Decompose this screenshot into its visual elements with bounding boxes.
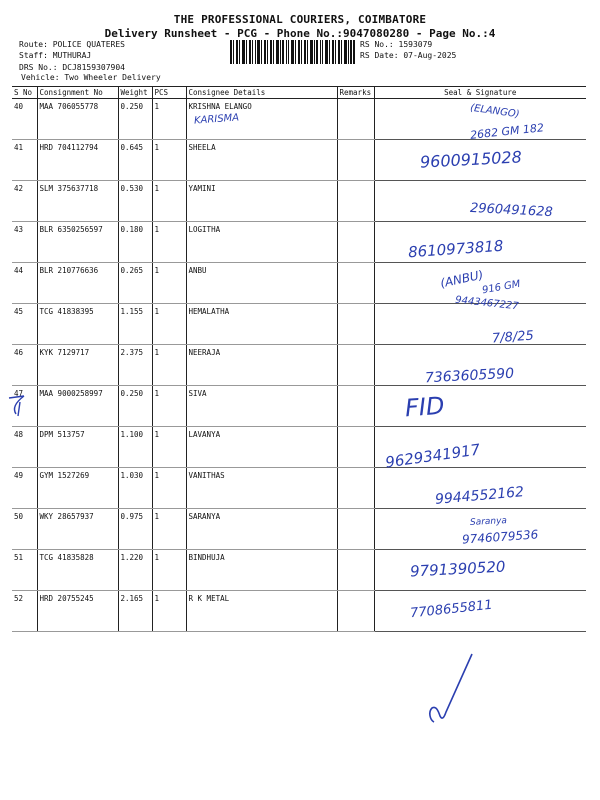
cell-sno: 47 [12,386,37,427]
table-row [12,427,586,468]
table-row [12,386,586,427]
col-header-consignee: Consignee Details [186,87,337,99]
cell-remarks [337,222,374,263]
handwritten-note: 2960491628 [469,200,554,221]
cell-pcs: 1 [152,550,186,591]
cell-weight: 0.975 [118,509,152,550]
cell-weight: 2.375 [118,345,152,386]
cell-remarks [337,263,374,304]
handwritten-note: FID [404,391,446,423]
cell-weight: 0.250 [118,386,152,427]
cell-consignee: LAVANYA [186,427,337,468]
cell-weight: 0.250 [118,99,152,140]
cell-cno: HRD 20755245 [37,591,118,632]
col-header-weight: Weight [118,87,152,99]
cell-weight: 0.530 [118,181,152,222]
handwritten-note: KARISMA [193,112,240,127]
cell-weight: 1.155 [118,304,152,345]
cell-weight: 1.220 [118,550,152,591]
cell-sno: 44 [12,263,37,304]
vehicle-label: Vehicle: Two Wheeler Delivery [21,73,161,82]
cell-sno: 50 [12,509,37,550]
cell-remarks [337,140,374,181]
barcode-image [230,40,355,64]
handwritten-note: 9600915028 [419,147,523,172]
cell-consignee: KRISHNA ELANGO [186,99,337,140]
cell-sno: 48 [12,427,37,468]
cell-signature [374,304,586,345]
cell-pcs: 1 [152,304,186,345]
col-header-pcs: PCS [152,87,186,99]
rs-date: RS Date: 07-Aug-2025 [360,51,457,60]
cell-pcs: 1 [152,591,186,632]
rs-number: RS No.: 1593079 [360,40,433,49]
handwritten-note: 916 GM [481,278,522,297]
table-row [12,591,586,632]
handwritten-note: 2682 GM 182 [469,121,545,142]
cell-cno: GYM 1527269 [37,468,118,509]
cell-weight: 0.265 [118,263,152,304]
cell-pcs: 1 [152,427,186,468]
cell-pcs: 1 [152,345,186,386]
runsheet-subtitle: Delivery Runsheet - PCG - Phone No.:9047080280 - Page No.:4 [104,27,496,40]
handwritten-note: 9791390520 [409,557,506,581]
cell-pcs: 1 [152,468,186,509]
cell-pcs: 1 [152,509,186,550]
cell-weight: 1.100 [118,427,152,468]
cell-pcs: 1 [152,263,186,304]
cell-consignee: BINDHUJA [186,550,337,591]
cell-consignee: ANBU [186,263,337,304]
cell-consignee: NEERAJA [186,345,337,386]
cell-remarks [337,345,374,386]
handwritten-note: Saranya [469,516,508,528]
col-header-remarks: Remarks [337,87,374,99]
col-header-signature: Seal & Signature [374,87,586,99]
cell-remarks [337,468,374,509]
cell-remarks [337,509,374,550]
handwritten-note: (ANBU) [439,267,485,291]
cell-weight: 0.180 [118,222,152,263]
cell-cno: TCG 41835828 [37,550,118,591]
cell-pcs: 1 [152,140,186,181]
handwritten-note: 9746079536 [461,527,539,547]
cell-weight: 0.645 [118,140,152,181]
cell-consignee: SARANYA [186,509,337,550]
cell-sno: 42 [12,181,37,222]
staff-label: Staff: MUTHURAJ [19,51,92,60]
cell-consignee: SIVA [186,386,337,427]
cell-sno: 40 [12,99,37,140]
row-47-check-mark [6,392,34,418]
company-title: THE PROFESSIONAL COURIERS, COIMBATORE [173,13,427,26]
handwritten-note: 7708655811 [409,597,494,622]
cell-sno: 45 [12,304,37,345]
cell-remarks [337,427,374,468]
cell-remarks [337,304,374,345]
cell-cno: BLR 6350256597 [37,222,118,263]
cell-consignee: R K METAL [186,591,337,632]
table-header-row [12,87,586,99]
final-signature-stroke [420,650,480,725]
cell-pcs: 1 [152,99,186,140]
cell-consignee: VANITHAS [186,468,337,509]
handwritten-note: 8610973818 [407,236,504,262]
cell-consignee: YAMINI [186,181,337,222]
cell-sno: 41 [12,140,37,181]
cell-cno: MAA 9000258997 [37,386,118,427]
handwritten-note: 9944552162 [434,484,525,508]
cell-remarks [337,550,374,591]
col-header-sno: S No [12,87,37,99]
col-header-consignment: Consignment No [37,87,118,99]
cell-cno: BLR 210776636 [37,263,118,304]
cell-cno: DPM 513757 [37,427,118,468]
drs-label: DRS No.: DCJ8159307904 [19,63,125,72]
cell-consignee: LOGITHA [186,222,337,263]
cell-pcs: 1 [152,386,186,427]
route-label: Route: POLICE QUATERES [19,40,125,49]
cell-sno: 43 [12,222,37,263]
cell-pcs: 1 [152,222,186,263]
cell-cno: SLM 375637718 [37,181,118,222]
cell-weight: 2.165 [118,591,152,632]
cell-remarks [337,591,374,632]
cell-sno: 46 [12,345,37,386]
handwritten-note: 7363605590 [424,365,515,387]
runsheet-table [12,86,586,632]
cell-cno: MAA 706055778 [37,99,118,140]
cell-pcs: 1 [152,181,186,222]
cell-sno: 49 [12,468,37,509]
cell-sno: 52 [12,591,37,632]
handwritten-note: (ELANGO) [469,102,521,121]
handwritten-note: 7/8/25 [491,328,535,347]
cell-cno: WKY 28657937 [37,509,118,550]
handwritten-note: 9629341917 [384,440,482,472]
cell-cno: HRD 704112794 [37,140,118,181]
cell-remarks [337,181,374,222]
cell-consignee: HEMALATHA [186,304,337,345]
cell-remarks [337,99,374,140]
handwritten-note: 9443467227 [454,294,520,313]
cell-cno: KYK 7129717 [37,345,118,386]
cell-cno: TCG 41838395 [37,304,118,345]
cell-remarks [337,386,374,427]
cell-consignee: SHEELA [186,140,337,181]
cell-weight: 1.030 [118,468,152,509]
cell-sno: 51 [12,550,37,591]
